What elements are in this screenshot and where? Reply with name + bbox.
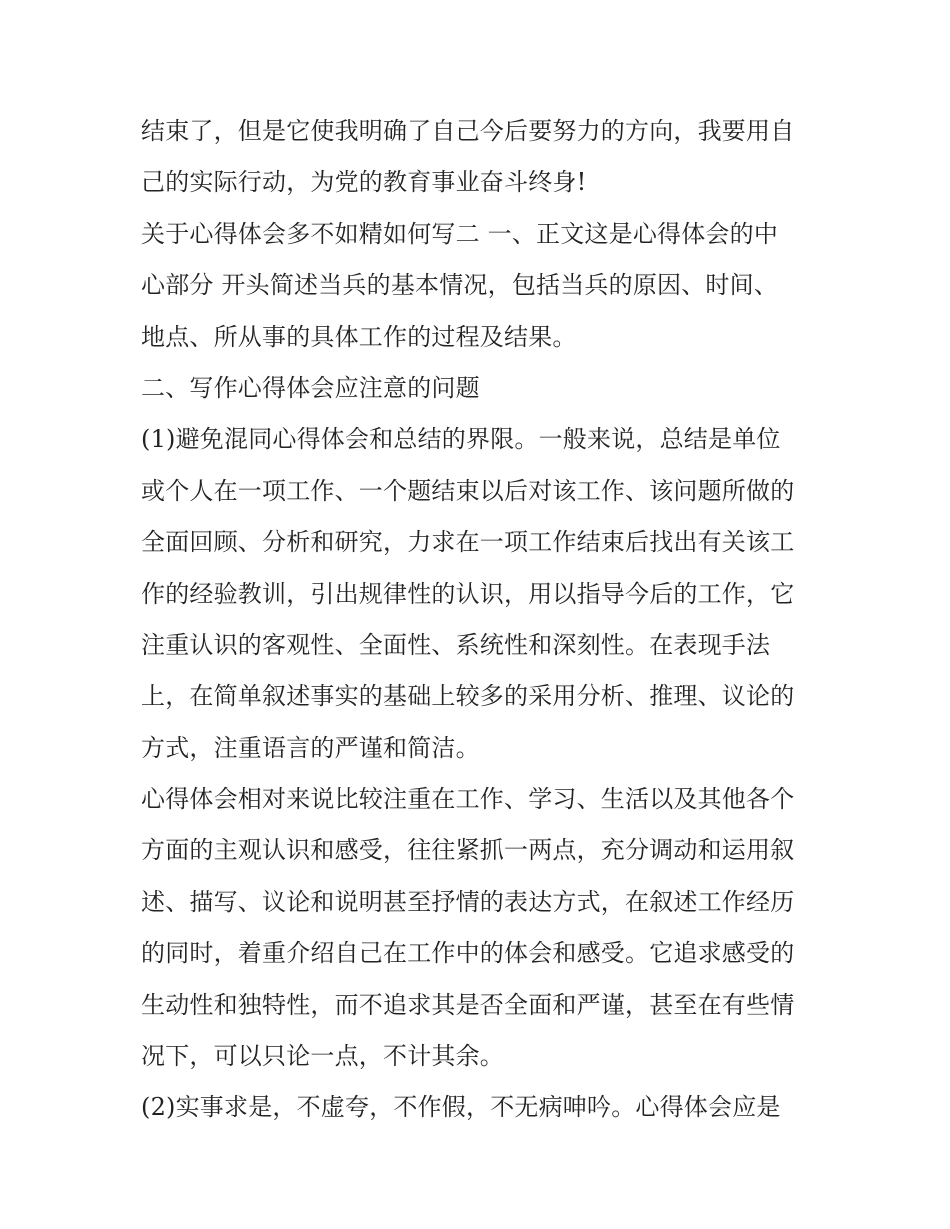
document-body [141, 106, 816, 1134]
text-line: 作的经验教训，引出规律性的认识，用以指导今后的工作，它 [141, 579, 795, 608]
text-line: 地点、所从事的具体工作的过程及结果。 [141, 322, 577, 351]
text-line: (2)实事求是，不虚夸，不作假，不无病呻吟。心得体会应是 [141, 1093, 781, 1122]
text-line: 心得体会相对来说比较注重在工作、学习、生活以及其他各个 [141, 785, 795, 814]
text-line: 全面回顾、分析和研究，力求在一项工作结束后找出有关该工 [141, 528, 795, 557]
text-line: 方式，注重语言的严谨和简洁。 [141, 733, 480, 762]
text-line: 己的实际行动，为党的教育事业奋斗终身! [141, 168, 587, 197]
text-line: 生动性和独特性，而不追求其是否全面和严谨，甚至在有些情 [141, 990, 795, 1019]
text-line: 或个人在一项工作、一个题结束以后对该工作、该问题所做的 [141, 476, 795, 505]
text-line: 心部分 开头简述当兵的基本情况，包括当兵的原因、时间、 [141, 271, 779, 300]
text-line: 述、描写、议论和说明甚至抒情的表达方式，在叙述工作经历 [141, 887, 795, 916]
text-line: 结束了，但是它使我明确了自己今后要努力的方向，我要用自 [141, 117, 795, 145]
text-line: 注重认识的客观性、全面性、系统性和深刻性。在表现手法 [141, 630, 771, 659]
text-line: 关于心得体会多不如精如何写二 一、正文这是心得体会的中 [141, 219, 779, 248]
text-line: 的同时，着重介绍自己在工作中的体会和感受。它追求感受的 [141, 939, 795, 968]
section-heading: 二、写作心得体会应注意的问题 [141, 373, 480, 402]
text-line: 上，在简单叙述事实的基础上较多的采用分析、推理、议论的 [141, 682, 795, 711]
text-line: 方面的主观认识和感受，往往紧抓一两点，充分调动和运用叙 [141, 836, 795, 865]
text-line: (1)避免混同心得体会和总结的界限。一般来说，总结是单位 [141, 425, 781, 454]
text-line: 况下，可以只论一点，不计其余。 [141, 1042, 504, 1071]
